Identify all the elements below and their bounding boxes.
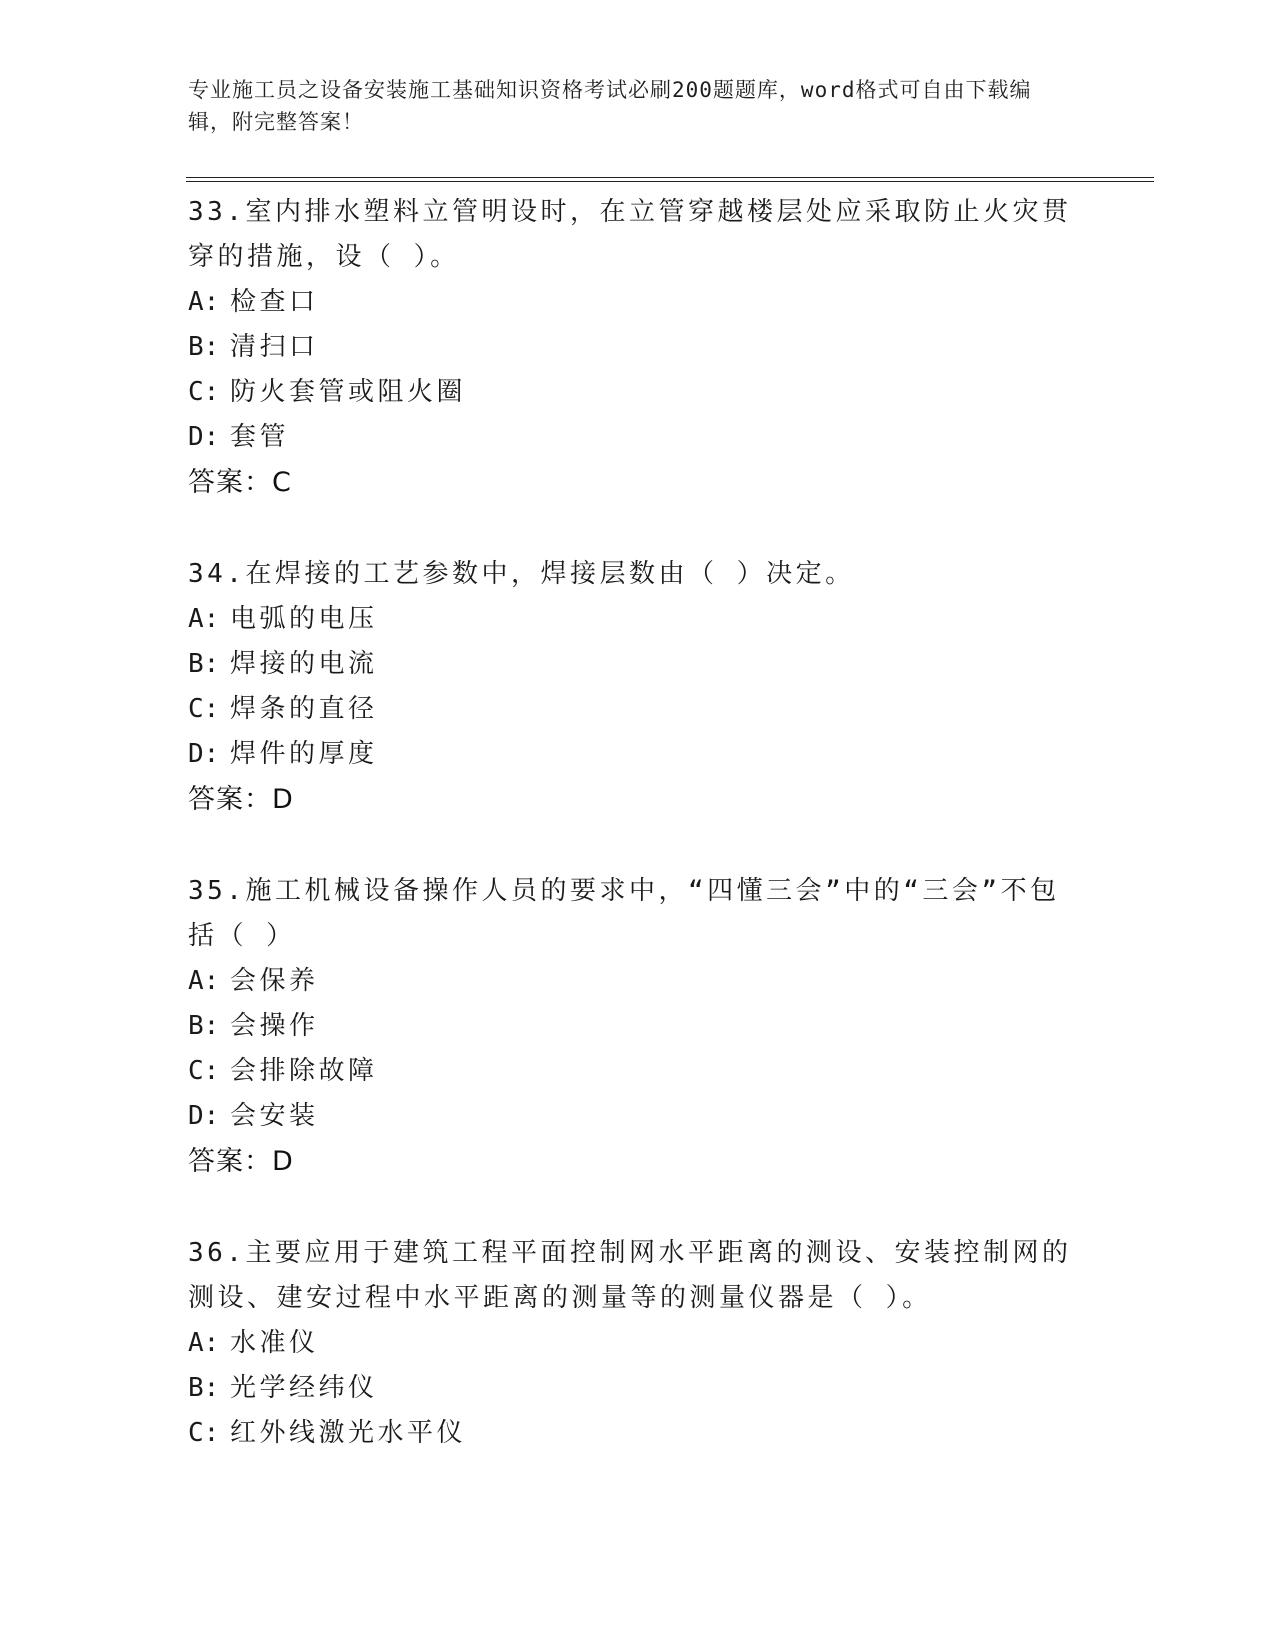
option-b [188,325,1088,370]
option-b [188,1366,1088,1411]
option-b [188,1004,1088,1049]
option-letter: C: [188,694,220,724]
option-letter: B: [188,649,220,679]
question-stem: 35.施工机械设备操作人员的要求中，“四懂三会”中的“三会”不包括（ ） [188,876,1060,951]
option-text: 会安装 [230,1101,319,1131]
option-c [188,370,1088,415]
answer-line: 答案：D [188,1146,294,1177]
option-text: 防火套管或阻火圈 [230,377,467,407]
option-text: 电弧的电压 [230,604,378,634]
option-letter: A: [188,1328,220,1358]
header-title: 专业施工员之设备安装施工基础知识资格考试必刷200题题库，word格式可自由下载编辑，附完整答案！ [188,78,1032,134]
option-text: 红外线激光水平仪 [230,1418,467,1448]
option-text: 会操作 [230,1011,319,1041]
option-letter: B: [188,1011,220,1041]
option-text: 会排除故障 [230,1056,378,1086]
option-letter: A: [188,604,220,634]
question-stem: 34.在焊接的工艺参数中，焊接层数由（ ）决定。 [188,559,855,589]
answer-line: 答案：D [188,784,294,815]
option-letter: A: [188,966,220,996]
question-35 [188,869,1088,1185]
option-a [188,959,1088,1004]
option-text: 焊接的电流 [230,649,378,679]
option-a [188,280,1088,325]
option-letter: C: [188,1056,220,1086]
option-a [188,597,1088,642]
option-letter: A: [188,287,220,317]
question-36 [188,1231,1088,1456]
option-c [188,1411,1088,1456]
option-text: 检查口 [230,287,319,317]
question-list [188,190,1088,1502]
question-stem: 36.主要应用于建筑工程平面控制网水平距离的测设、安装控制网的测设、建安过程中水平距离的测量等的测量仪器是（ ）。 [188,1238,1072,1313]
question-stem: 33.室内排水塑料立管明设时，在立管穿越楼层处应采取防止火灾贯穿的措施，设（ ）。 [188,197,1072,272]
option-letter: D: [188,422,220,452]
option-d [188,415,1088,460]
option-d [188,1094,1088,1139]
option-text: 会保养 [230,966,319,996]
document-header [188,74,1068,138]
option-letter: B: [188,1373,220,1403]
option-a [188,1321,1088,1366]
option-text: 焊件的厚度 [230,739,378,769]
option-text: 套管 [230,422,290,452]
option-d [188,732,1088,777]
option-text: 光学经纬仪 [230,1373,378,1403]
option-text: 清扫口 [230,332,319,362]
option-c [188,687,1088,732]
option-letter: C: [188,1418,220,1448]
question-33 [188,190,1088,506]
option-letter: D: [188,1101,220,1131]
header-divider [186,177,1154,182]
option-letter: D: [188,739,220,769]
option-b [188,642,1088,687]
option-letter: C: [188,377,220,407]
option-text: 水准仪 [230,1328,319,1358]
option-text: 焊条的直径 [230,694,378,724]
answer-line: 答案：C [188,467,292,498]
option-c [188,1049,1088,1094]
option-letter: B: [188,332,220,362]
question-34 [188,552,1088,823]
